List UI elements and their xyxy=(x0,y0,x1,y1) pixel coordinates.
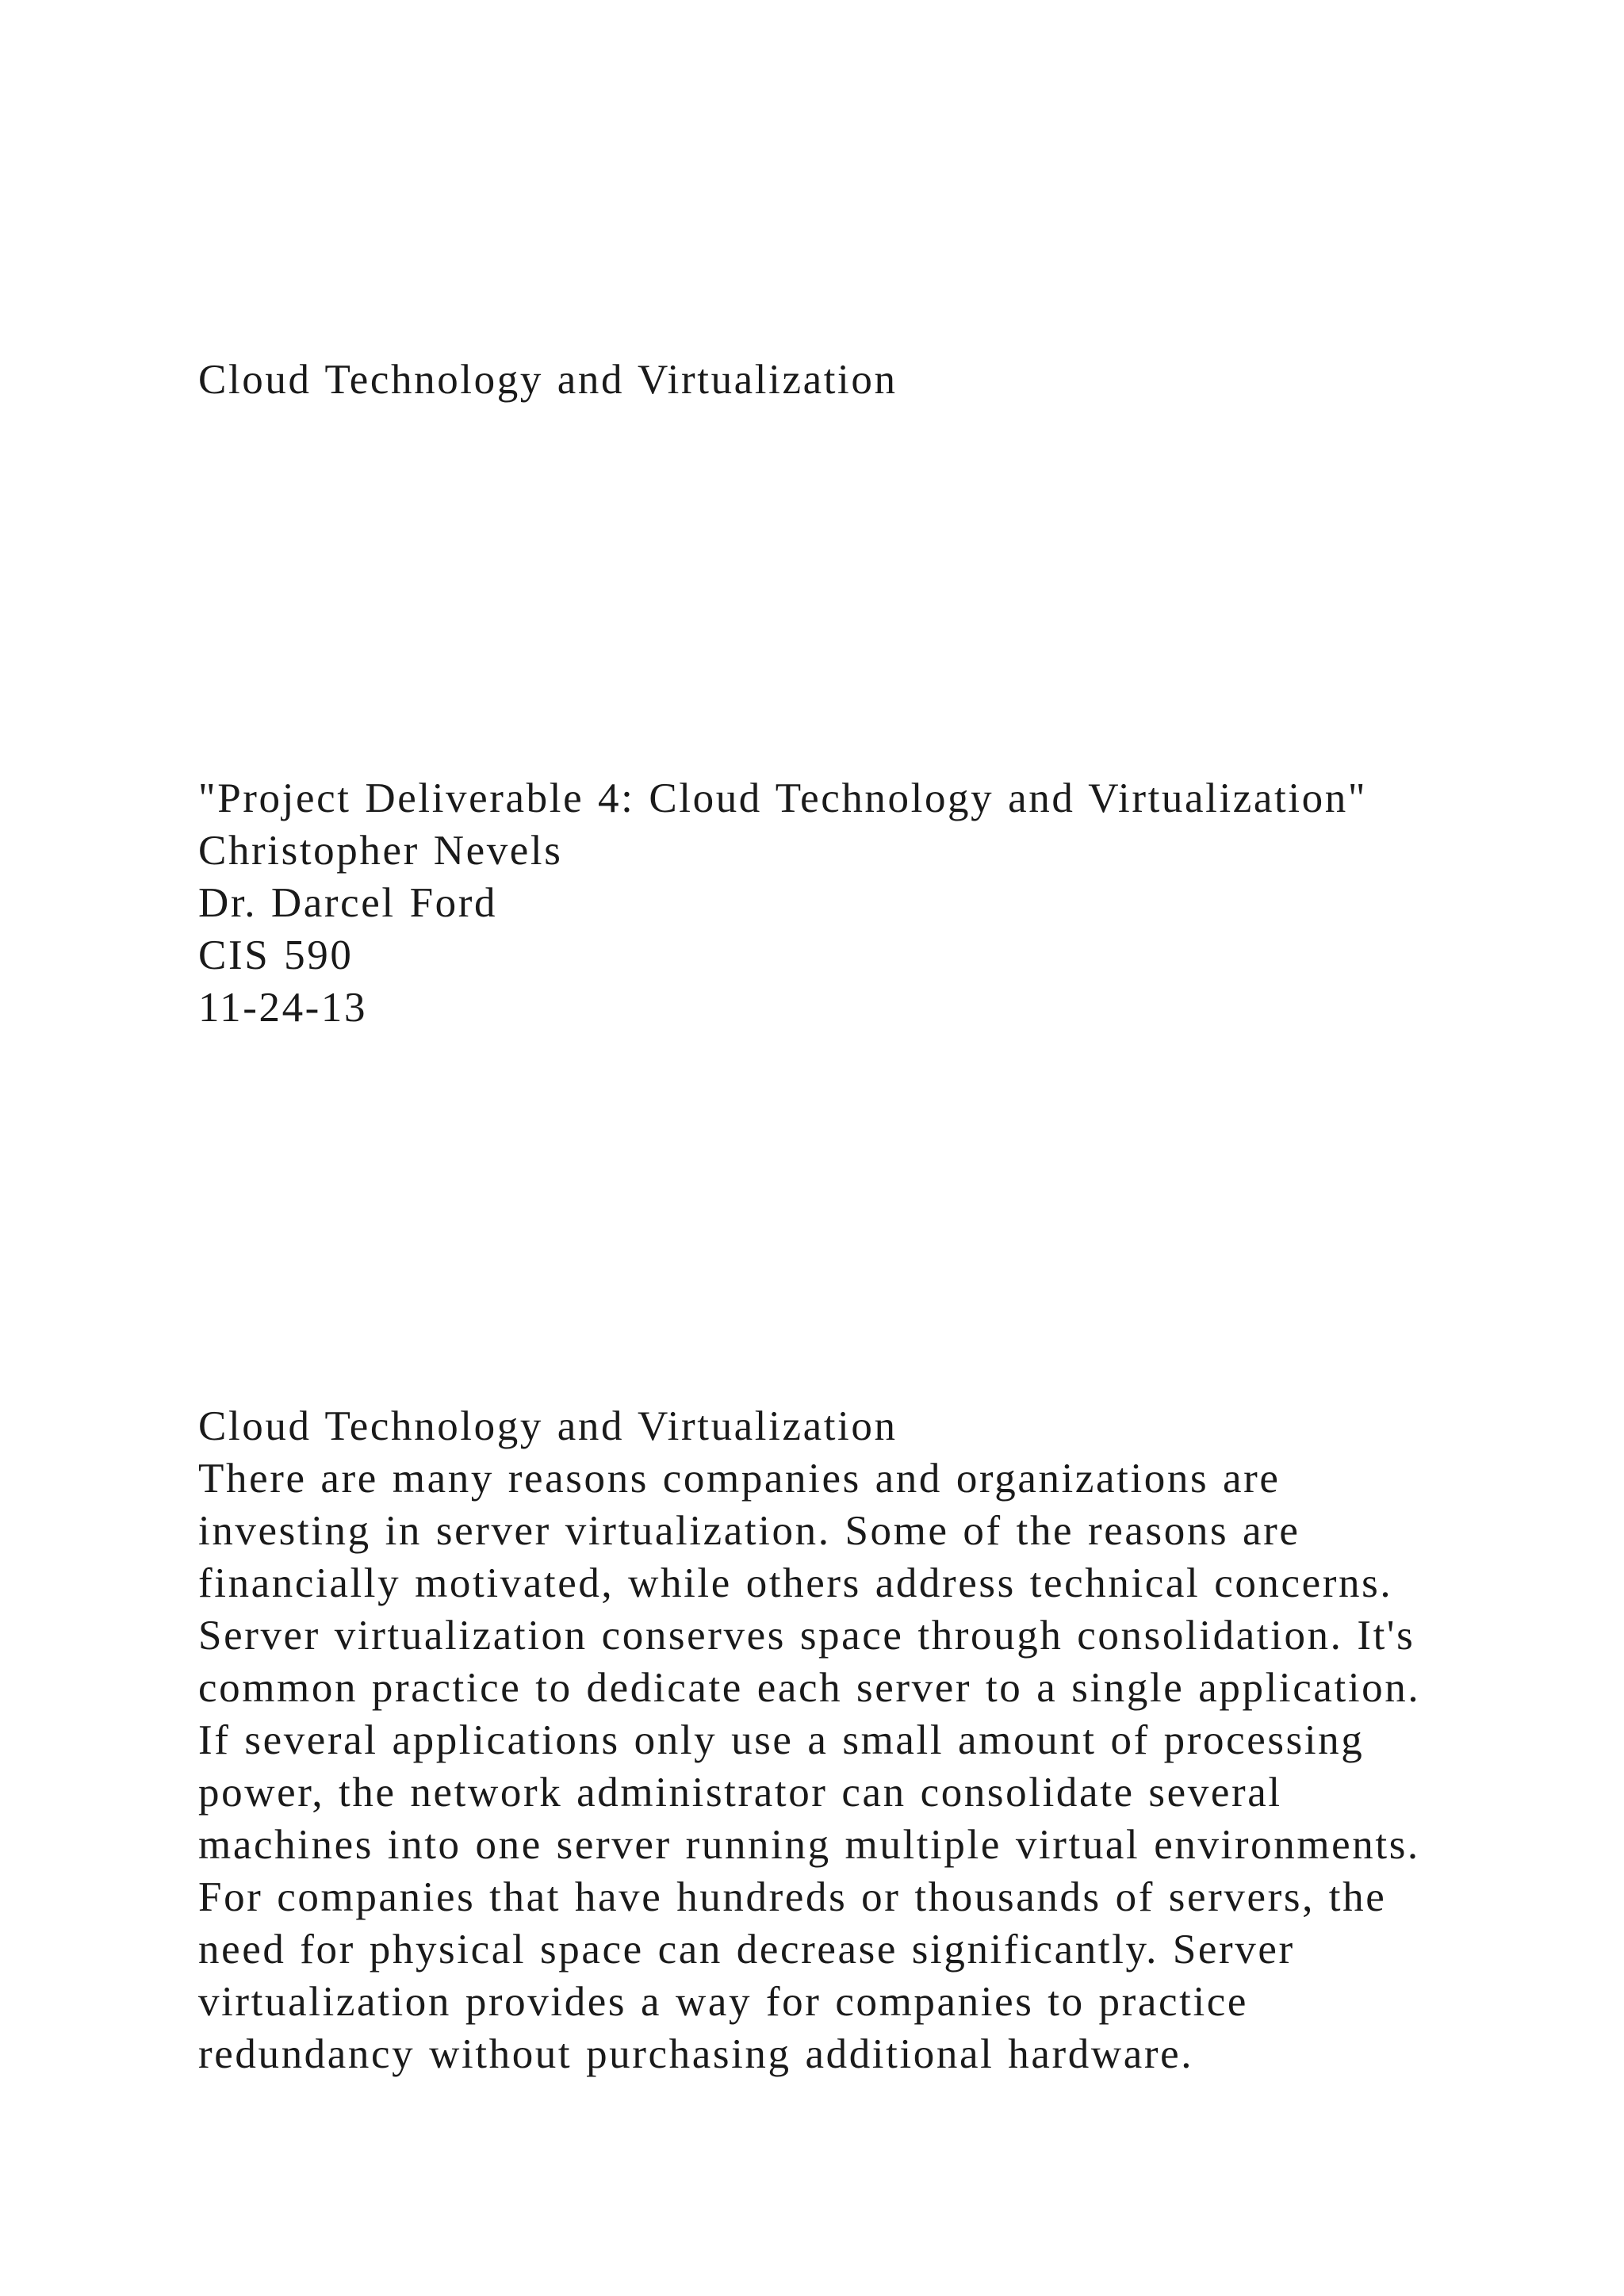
paragraph-line: redundancy without purchasing additional hardware. xyxy=(198,2031,1194,2077)
paragraph-line: machines into one server running multiple virtual environments. xyxy=(198,1822,1420,1868)
paragraph-line: For companies that have hundreds or thousands of servers, the xyxy=(198,1874,1387,1920)
paragraph-line: investing in server virtualization. Some of the reasons are xyxy=(198,1508,1300,1554)
instructor-name: Dr. Darcel Ford xyxy=(198,880,498,926)
paragraph-line: If several applications only use a small amount of processing xyxy=(198,1717,1365,1763)
body-heading: Cloud Technology and Virtualization xyxy=(198,1403,898,1449)
course-code: CIS 590 xyxy=(198,932,354,978)
date: 11-24-13 xyxy=(198,985,368,1031)
paragraph-line: need for physical space can decrease significantly. Server xyxy=(198,1927,1295,1973)
author-name: Christopher Nevels xyxy=(198,828,563,874)
paragraph-line: common practice to dedicate each server to a single application. xyxy=(198,1665,1421,1711)
paragraph-line: There are many reasons companies and organizations are xyxy=(198,1456,1281,1502)
paragraph-line: power, the network administrator can consolidate several xyxy=(198,1770,1282,1816)
top-title: Cloud Technology and Virtualization xyxy=(198,357,898,403)
paragraph-line: financially motivated, while others address technical concerns. xyxy=(198,1560,1393,1606)
paragraph-line: Server virtualization conserves space through consolidation. It's xyxy=(198,1613,1415,1659)
paragraph-line: virtualization provides a way for companies to practice xyxy=(198,1979,1249,2025)
project-title: "Project Deliverable 4: Cloud Technology and Virtualization" xyxy=(198,775,1368,821)
